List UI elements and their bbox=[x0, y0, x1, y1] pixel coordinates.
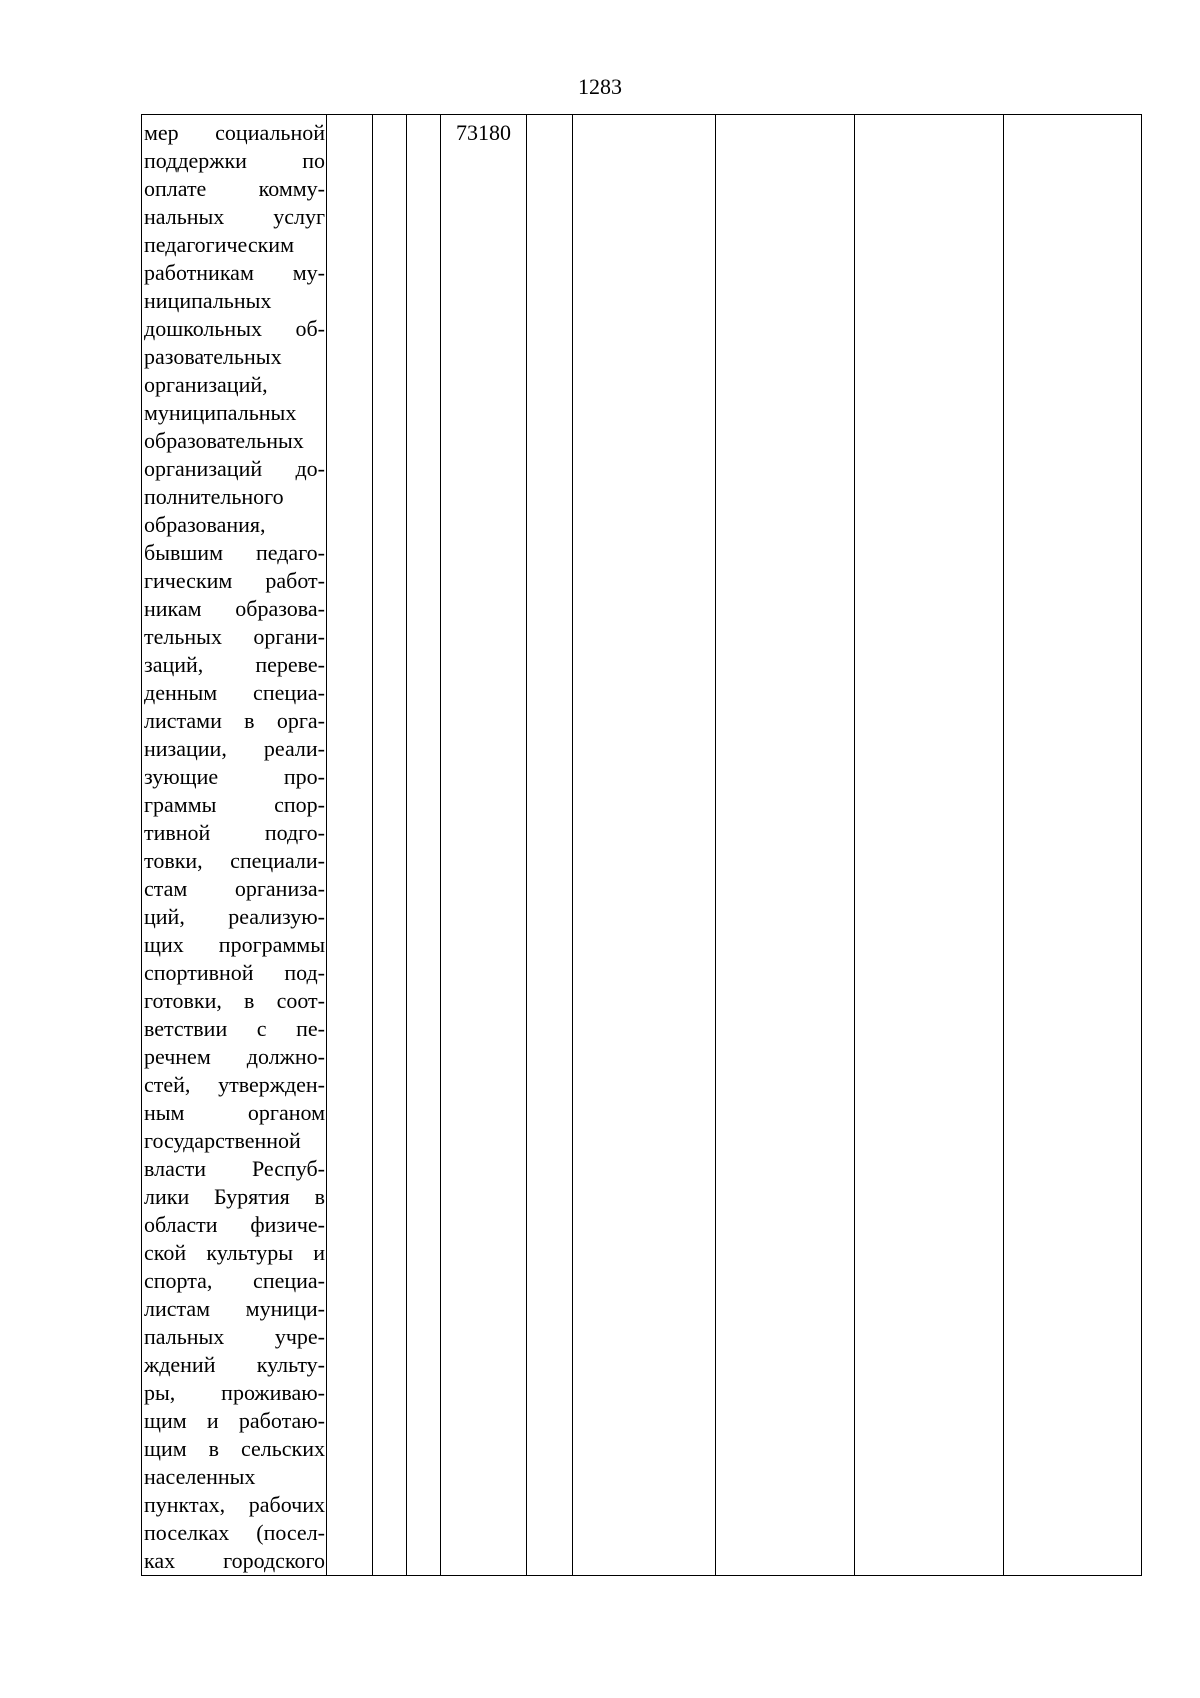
empty-cell bbox=[327, 115, 373, 1576]
description-line: щих программы bbox=[144, 932, 325, 957]
description-line: граммы спор- bbox=[144, 792, 325, 817]
description-line: щим и работаю- bbox=[144, 1408, 325, 1433]
description-line: никам образова- bbox=[144, 596, 325, 621]
description-line: полнительного bbox=[144, 484, 284, 509]
description-line: лики Бурятия в bbox=[144, 1184, 325, 1209]
description-line: листами в орга- bbox=[144, 708, 325, 733]
empty-cell bbox=[716, 115, 855, 1576]
description-line: денным специа- bbox=[144, 680, 325, 705]
empty-cell bbox=[527, 115, 573, 1576]
description-line: ждений культу- bbox=[144, 1352, 325, 1377]
description-line: низации, реали- bbox=[144, 736, 325, 761]
description-line: оплате комму- bbox=[144, 176, 325, 201]
description-line: стам организа- bbox=[144, 876, 325, 901]
description-line: товки, специали- bbox=[144, 848, 325, 873]
empty-cell bbox=[573, 115, 716, 1576]
description-line: работникам му- bbox=[144, 260, 325, 285]
description-cell bbox=[142, 115, 327, 1576]
description-line: пунктах, рабочих bbox=[144, 1492, 325, 1517]
description-line: нальных услуг bbox=[144, 204, 325, 229]
description-line: заций, переве- bbox=[144, 652, 325, 677]
description-line: листам муници- bbox=[144, 1296, 325, 1321]
description-line: муниципальных bbox=[144, 400, 297, 425]
description-line: спортивной под- bbox=[144, 960, 325, 985]
description-line: ниципальных bbox=[144, 288, 272, 313]
description-line: дошкольных об- bbox=[144, 316, 325, 341]
description-line: организаций до- bbox=[144, 456, 325, 481]
description-line: пальных учре- bbox=[144, 1324, 325, 1349]
description-line: ках городского bbox=[144, 1548, 325, 1573]
description-line: ветствии с пе- bbox=[144, 1016, 325, 1041]
description-line: гическим работ- bbox=[144, 568, 325, 593]
description-line: педагогическим bbox=[144, 232, 295, 257]
description-line: поддержки по bbox=[144, 148, 325, 173]
description-line: речнем должно- bbox=[144, 1044, 325, 1069]
code-cell: 73180 bbox=[441, 115, 527, 1576]
description-line: ской культуры и bbox=[144, 1240, 325, 1265]
description-line: бывшим педаго- bbox=[144, 540, 325, 565]
empty-cell bbox=[855, 115, 1004, 1576]
empty-cell bbox=[373, 115, 407, 1576]
description-line: ным органом bbox=[144, 1100, 325, 1125]
description-line: образования, bbox=[144, 512, 266, 537]
description-line: зующие про- bbox=[144, 764, 325, 789]
description-line: населенных bbox=[144, 1464, 256, 1489]
empty-cell bbox=[407, 115, 441, 1576]
description-line: готовки, в соот- bbox=[144, 988, 325, 1013]
table-row bbox=[142, 115, 1142, 1576]
description-line: щим в сельских bbox=[144, 1436, 325, 1461]
description-line: тельных органи- bbox=[144, 624, 325, 649]
description-line: ры, проживаю- bbox=[144, 1380, 325, 1405]
description-line: образовательных bbox=[144, 428, 304, 453]
description-line: ций, реализую- bbox=[144, 904, 325, 929]
description-line: разовательных bbox=[144, 344, 282, 369]
description-line: организаций, bbox=[144, 372, 268, 397]
description-line: мер социальной bbox=[144, 120, 325, 145]
description-line: спорта, специа- bbox=[144, 1268, 325, 1293]
description-line: тивной подго- bbox=[144, 820, 325, 845]
empty-cell bbox=[1004, 115, 1142, 1576]
description-line: стей, утвержден- bbox=[144, 1072, 325, 1097]
description-line: поселках (посел- bbox=[144, 1520, 325, 1545]
page-number: 1283 bbox=[578, 74, 622, 99]
description-line: государственной bbox=[144, 1128, 301, 1153]
budget-table bbox=[141, 114, 1142, 1576]
description-line: власти Респуб- bbox=[144, 1156, 325, 1181]
description-text bbox=[144, 119, 325, 1575]
description-line: области физиче- bbox=[144, 1212, 325, 1237]
